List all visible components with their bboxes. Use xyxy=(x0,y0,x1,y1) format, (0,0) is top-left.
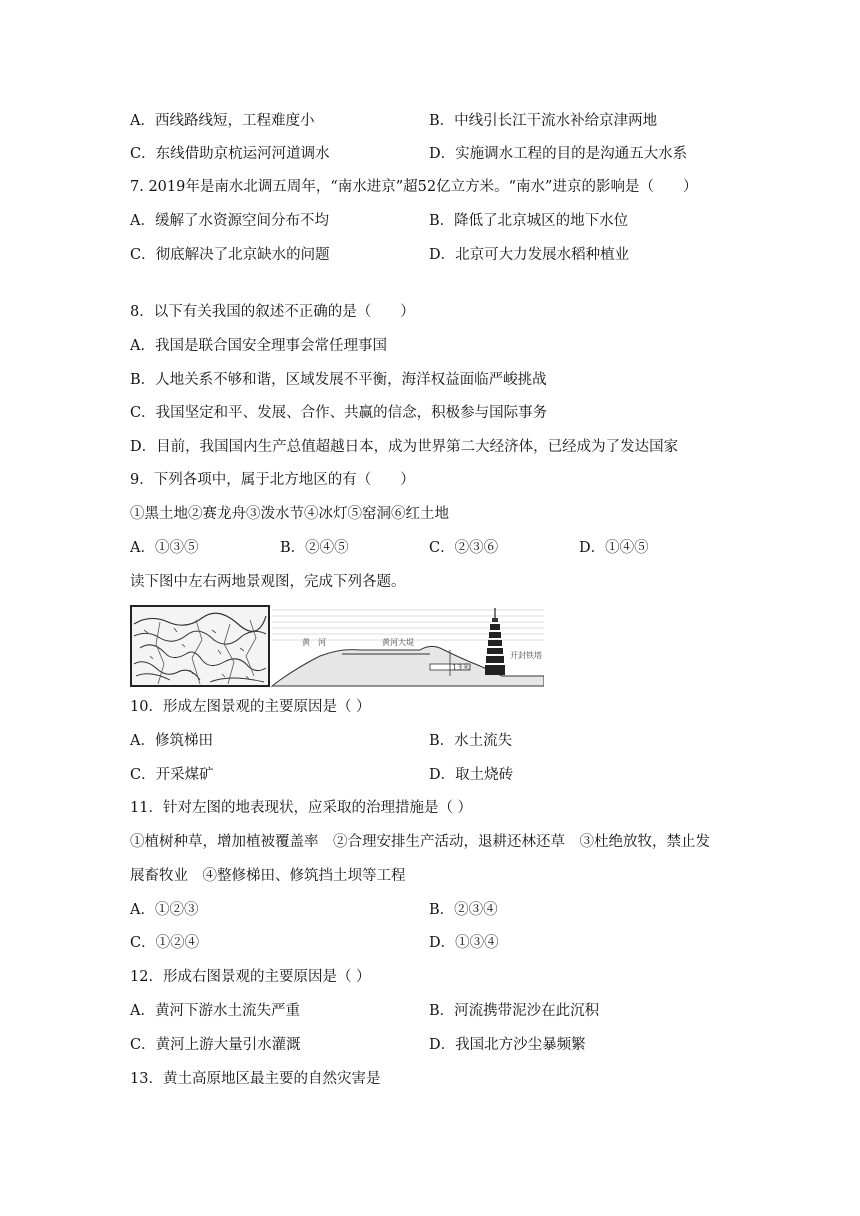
q12-stem: 12．形成右图景观的主要原因是（ ） xyxy=(130,969,371,985)
q9-option-b: B．②④⑤ xyxy=(280,540,349,556)
q9-option-c: C．②③⑥ xyxy=(429,540,499,556)
label-height: 13米 xyxy=(452,663,471,672)
label-river: 黄 河 xyxy=(302,638,326,647)
q11-stem: 11．针对左图的地表现状，应采取的治理措施是（ ） xyxy=(130,800,473,816)
q11-option-b: B．②③④ xyxy=(429,902,498,918)
q9-items: ①黑土地②赛龙舟③泼水节④冰灯⑤窑洞⑥红土地 xyxy=(130,506,449,522)
q7-option-b: B．降低了北京城区的地下水位 xyxy=(429,213,629,229)
landscape-figure xyxy=(130,604,544,688)
q12-option-d: D．我国北方沙尘暴频繁 xyxy=(429,1037,586,1053)
q7-option-d: D．北京可大力发展水稻种植业 xyxy=(429,247,630,263)
right-river-section xyxy=(272,608,544,686)
q11-option-a: A．①②③ xyxy=(130,902,199,918)
q9-stem: 9．下列各项中，属于北方地区的有（ ） xyxy=(130,472,415,488)
q12-option-a: A．黄河下游水土流失严重 xyxy=(130,1003,300,1019)
q10-option-b: B．水土流失 xyxy=(429,733,513,749)
figure-intro: 读下图中左右两地景观图，完成下列各题。 xyxy=(130,574,406,590)
left-loess-landscape xyxy=(131,606,269,686)
q6-option-a: A．西线路线短，工程难度小 xyxy=(130,113,315,129)
q11-option-c: C．①②④ xyxy=(130,935,200,951)
q11-measures-line2: 展畜牧业 ④整修梯田、修筑挡土坝等工程 xyxy=(130,868,406,884)
q6-option-d: D．实施调水工程的目的是沟通五大水系 xyxy=(429,146,688,162)
pagoda-tower xyxy=(485,608,505,675)
q12-option-c: C．黄河上游大量引水灌溉 xyxy=(130,1037,301,1053)
q8-option-a: A．我国是联合国安全理事会常任理事国 xyxy=(130,338,387,354)
q7-option-a: A．缓解了水资源空间分布不均 xyxy=(130,213,329,229)
q9-option-d: D．①④⑤ xyxy=(579,540,649,556)
q10-option-a: A．修筑梯田 xyxy=(130,733,213,749)
q9-option-a: A．①③⑤ xyxy=(130,540,199,556)
q10-option-d: D．取土烧砖 xyxy=(429,767,514,783)
q12-option-b: B．河流携带泥沙在此沉积 xyxy=(429,1003,600,1019)
q10-stem: 10．形成左图景观的主要原因是（ ） xyxy=(130,699,371,715)
q8-option-c: C．我国坚定和平、发展、合作、共赢的信念，积极参与国际事务 xyxy=(130,405,548,421)
q11-option-d: D．①③④ xyxy=(429,935,499,951)
q6-option-b: B．中线引长江干流水补给京津两地 xyxy=(429,113,658,129)
q13-stem: 13．黄土高原地区最主要的自然灾害是 xyxy=(130,1071,381,1087)
q8-option-b: B．人地关系不够和谐，区域发展不平衡，海洋权益面临严峻挑战 xyxy=(130,372,547,388)
q10-option-c: C．开采煤矿 xyxy=(130,767,214,783)
q7-stem: 7. 2019年是南水北调五周年，“南水进京”超52亿立方米。“南水”进京的影响是（ ） xyxy=(130,179,698,195)
q8-option-d: D．目前，我国国内生产总值超越日本，成为世界第二大经济体，已经成为了发达国家 xyxy=(130,439,679,455)
q11-measures-line1: ①植树种草，增加植被覆盖率 ②合理安排生产活动，退耕还林还草 ③杜绝放牧，禁止发 xyxy=(130,834,710,850)
q8-stem: 8．以下有关我国的叙述不正确的是（ ） xyxy=(130,304,415,320)
q6-option-c: C．东线借助京杭运河河道调水 xyxy=(130,146,330,162)
label-dam: 黄河大堤 xyxy=(382,638,414,647)
label-tower: 开封铁塔 xyxy=(510,651,542,660)
landscape-figure-svg xyxy=(130,604,544,688)
q7-option-c: C．彻底解决了北京缺水的问题 xyxy=(130,247,330,263)
